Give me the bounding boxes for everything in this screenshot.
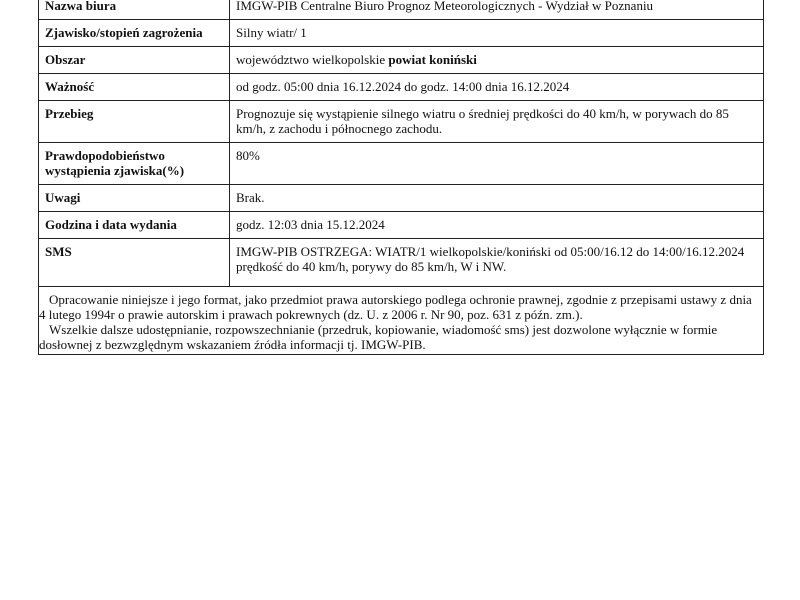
- value-remarks: Brak.: [230, 185, 764, 212]
- value-area-voivodeship: województwo wielkopolskie: [236, 52, 389, 67]
- value-course: Prognozuje się wystąpienie silnego wiatru o średniej prędkości do 40 km/h, w porywach do 85 km/h, z zachodu i północnego zachodu.: [230, 101, 764, 143]
- warning-table: [38, 0, 764, 287]
- table-row-sms: [39, 239, 764, 287]
- label-office-name: Nazwa biura: [39, 0, 230, 20]
- value-phenomenon: Silny wiatr/ 1: [230, 20, 764, 47]
- table-row-probability: [39, 143, 764, 185]
- value-issued: godz. 12:03 dnia 15.12.2024: [230, 212, 764, 239]
- label-course: Przebieg: [39, 101, 230, 143]
- table-row-course: [39, 101, 764, 143]
- copyright-notice: [38, 287, 764, 355]
- label-sms: SMS: [39, 239, 230, 287]
- value-office-name: IMGW-PIB Centralne Biuro Prognoz Meteorologicznych - Wydział w Poznaniu: [230, 0, 764, 20]
- table-row-office: [39, 0, 764, 20]
- label-issued: Godzina i data wydania: [39, 212, 230, 239]
- table-row-issued: [39, 212, 764, 239]
- value-probability: 80%: [230, 143, 764, 185]
- table-row-phenomenon: [39, 20, 764, 47]
- value-area: [230, 47, 764, 74]
- value-area-county: powiat koniński: [388, 52, 477, 67]
- value-validity: od godz. 05:00 dnia 16.12.2024 do godz. 14:00 dnia 16.12.2024: [230, 74, 764, 101]
- warning-document: [38, 0, 764, 355]
- label-validity: Ważność: [39, 74, 230, 101]
- label-probability: Prawdopodobieństwo wystąpienia zjawiska(%): [39, 143, 230, 185]
- table-row-area: [39, 47, 764, 74]
- table-row-remarks: [39, 185, 764, 212]
- label-area: Obszar: [39, 47, 230, 74]
- label-remarks: Uwagi: [39, 185, 230, 212]
- label-phenomenon: Zjawisko/stopień zagrożenia: [39, 20, 230, 47]
- sharing-terms-paragraph: Wszelkie dalsze udostępnianie, rozpowszechnianie (przedruk, kopiowanie, wiadomość sms) jest dozwolone wyłącznie w formie dosłownej z bezwzględnym wskazaniem źródła informacji tj. IMGW-PIB.: [39, 322, 718, 352]
- table-row-validity: [39, 74, 764, 101]
- copyright-paragraph: Opracowanie niniejsze i jego format, jako przedmiot prawa autorskiego podlega ochronie prawnej, zgodnie z przepisami ustawy z dnia 4 lutego 1994r o prawie autorskim i prawach pokrewnych (dz. U. z 2006 r. Nr 90, poz. 631 z późn. zm.).: [39, 292, 752, 322]
- value-sms: IMGW-PIB OSTRZEGA: WIATR/1 wielkopolskie/koniński od 05:00/16.12 do 14:00/16.12.2024 prędkość do 40 km/h, porywy do 85 km/h, W i NW.: [230, 239, 764, 287]
